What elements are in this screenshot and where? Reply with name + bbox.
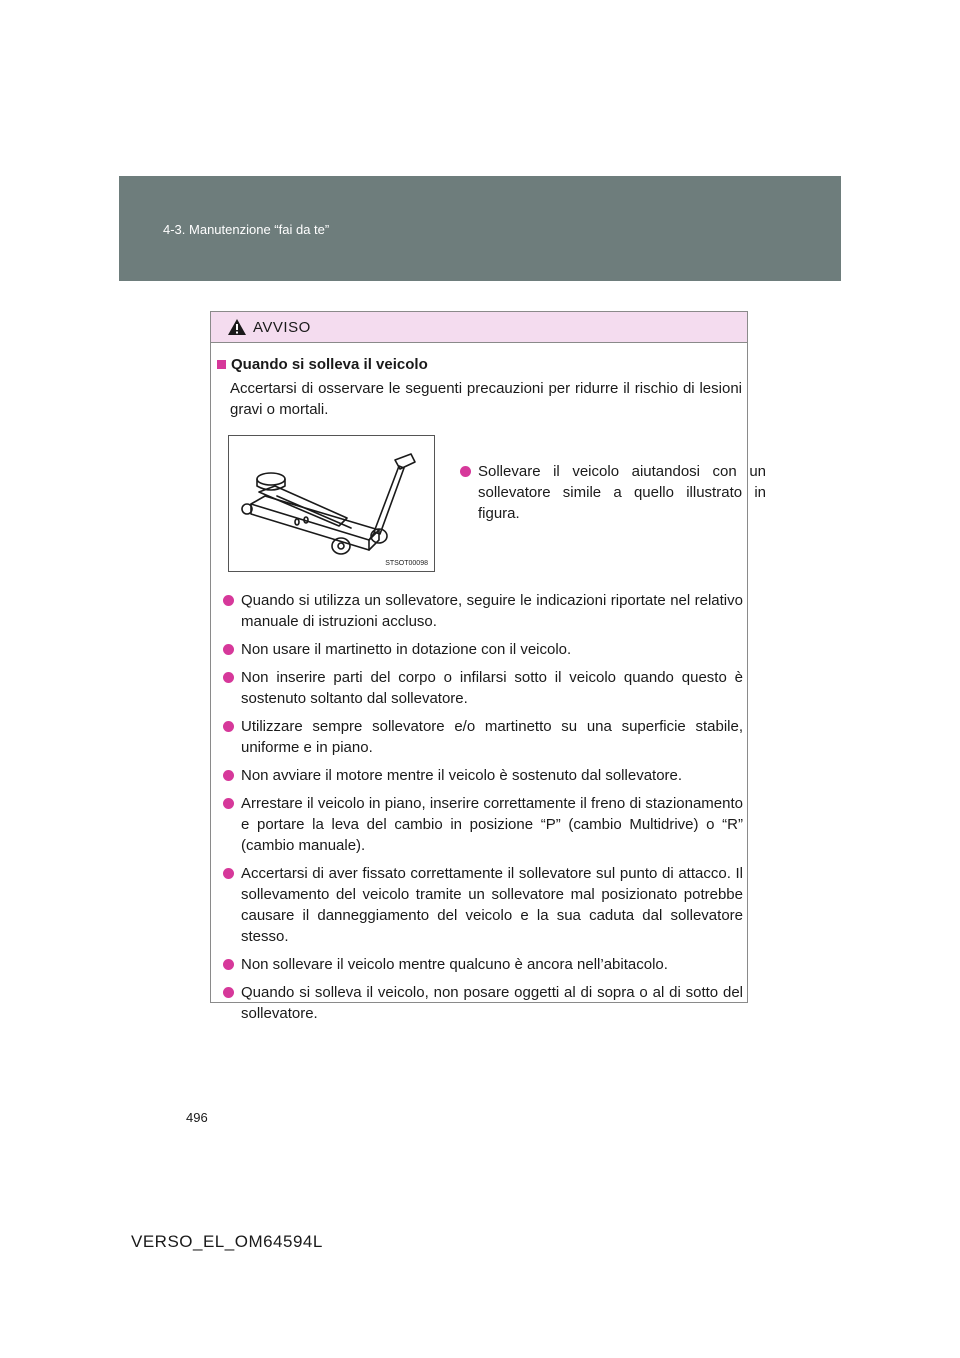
list-item-text: Accertarsi di aver fissato correttamente il sollevatore sul punto di attacco. Il sollevamento del veicolo tramite un sollevatore mal posizionato potrebbe causare il danneggiamento del veicolo e la sua caduta dal sollevatore stesso. — [241, 865, 743, 945]
list-item — [217, 793, 743, 856]
list-item — [217, 954, 743, 975]
list-item-text: Quando si utilizza un sollevatore, seguire le indicazioni riportate nel relativo manuale di istruzioni accluso. — [241, 592, 743, 630]
bullet-dot-icon — [223, 644, 234, 655]
page-number: 496 — [186, 1110, 208, 1125]
list-item — [454, 461, 766, 524]
intro-paragraph: Accertarsi di osservare le seguenti precauzioni per ridurre il rischio di lesioni gravi o mortali. — [230, 380, 742, 418]
document-code: VERSO_EL_OM64594L — [131, 1232, 323, 1251]
list-item-text: Non sollevare il veicolo mentre qualcuno è ancora nell’abitacolo. — [241, 956, 668, 973]
square-bullet-icon — [217, 360, 226, 369]
bullet-dot-icon — [223, 798, 234, 809]
list-item — [217, 590, 743, 632]
list-item-text: Quando si solleva il veicolo, non posare oggetti al di sopra o al di sotto del sollevatore. — [241, 984, 743, 1022]
precautions-list — [217, 590, 743, 1031]
list-item-text: Non usare il martinetto in dotazione con il veicolo. — [241, 641, 572, 658]
warning-triangle-icon — [227, 318, 247, 336]
bullet-dot-icon — [223, 770, 234, 781]
floor-jack-icon — [229, 436, 434, 571]
bullet-dot-icon — [223, 721, 234, 732]
bullet-dot-icon — [223, 987, 234, 998]
list-item — [217, 863, 743, 947]
list-item — [217, 716, 743, 758]
list-item — [217, 765, 743, 786]
list-item — [217, 982, 743, 1024]
jack-illustration — [228, 435, 435, 572]
warning-box — [210, 311, 766, 1022]
warning-header — [211, 312, 747, 343]
list-item-text: Non inserire parti del corpo o infilarsi sotto il veicolo quando questo è sostenuto soltanto dal sollevatore. — [241, 669, 743, 707]
list-item-text: Sollevare il veicolo aiutandosi con un sollevatore simile a quello illustrato in figura. — [478, 463, 766, 522]
section-heading — [217, 356, 428, 373]
list-item-text: Utilizzare sempre sollevatore e/o martinetto su una superficie stabile, uniforme e in piano. — [241, 718, 743, 756]
list-item — [217, 639, 743, 660]
bullet-dot-icon — [223, 868, 234, 879]
bullet-dot-icon — [223, 959, 234, 970]
list-item-text: Arrestare il veicolo in piano, inserire correttamente il freno di stazionamento e portare la leva del cambio in posizione “P” (cambio Multidrive) o “R” (cambio manuale). — [241, 795, 743, 854]
list-item — [217, 667, 743, 709]
bullet-dot-icon — [460, 466, 471, 477]
bullet-dot-icon — [223, 595, 234, 606]
list-item-text: Non avviare il motore mentre il veicolo è sostenuto dal sollevatore. — [241, 767, 683, 784]
warning-label: AVVISO — [253, 318, 311, 336]
page-header — [119, 176, 841, 281]
bullet-dot-icon — [223, 672, 234, 683]
section-heading-text: Quando si solleva il veicolo — [231, 356, 428, 373]
figure-code: STSOT00098 — [385, 560, 428, 567]
section-title-header: 4-3. Manutenzione “fai da te” — [163, 222, 330, 237]
